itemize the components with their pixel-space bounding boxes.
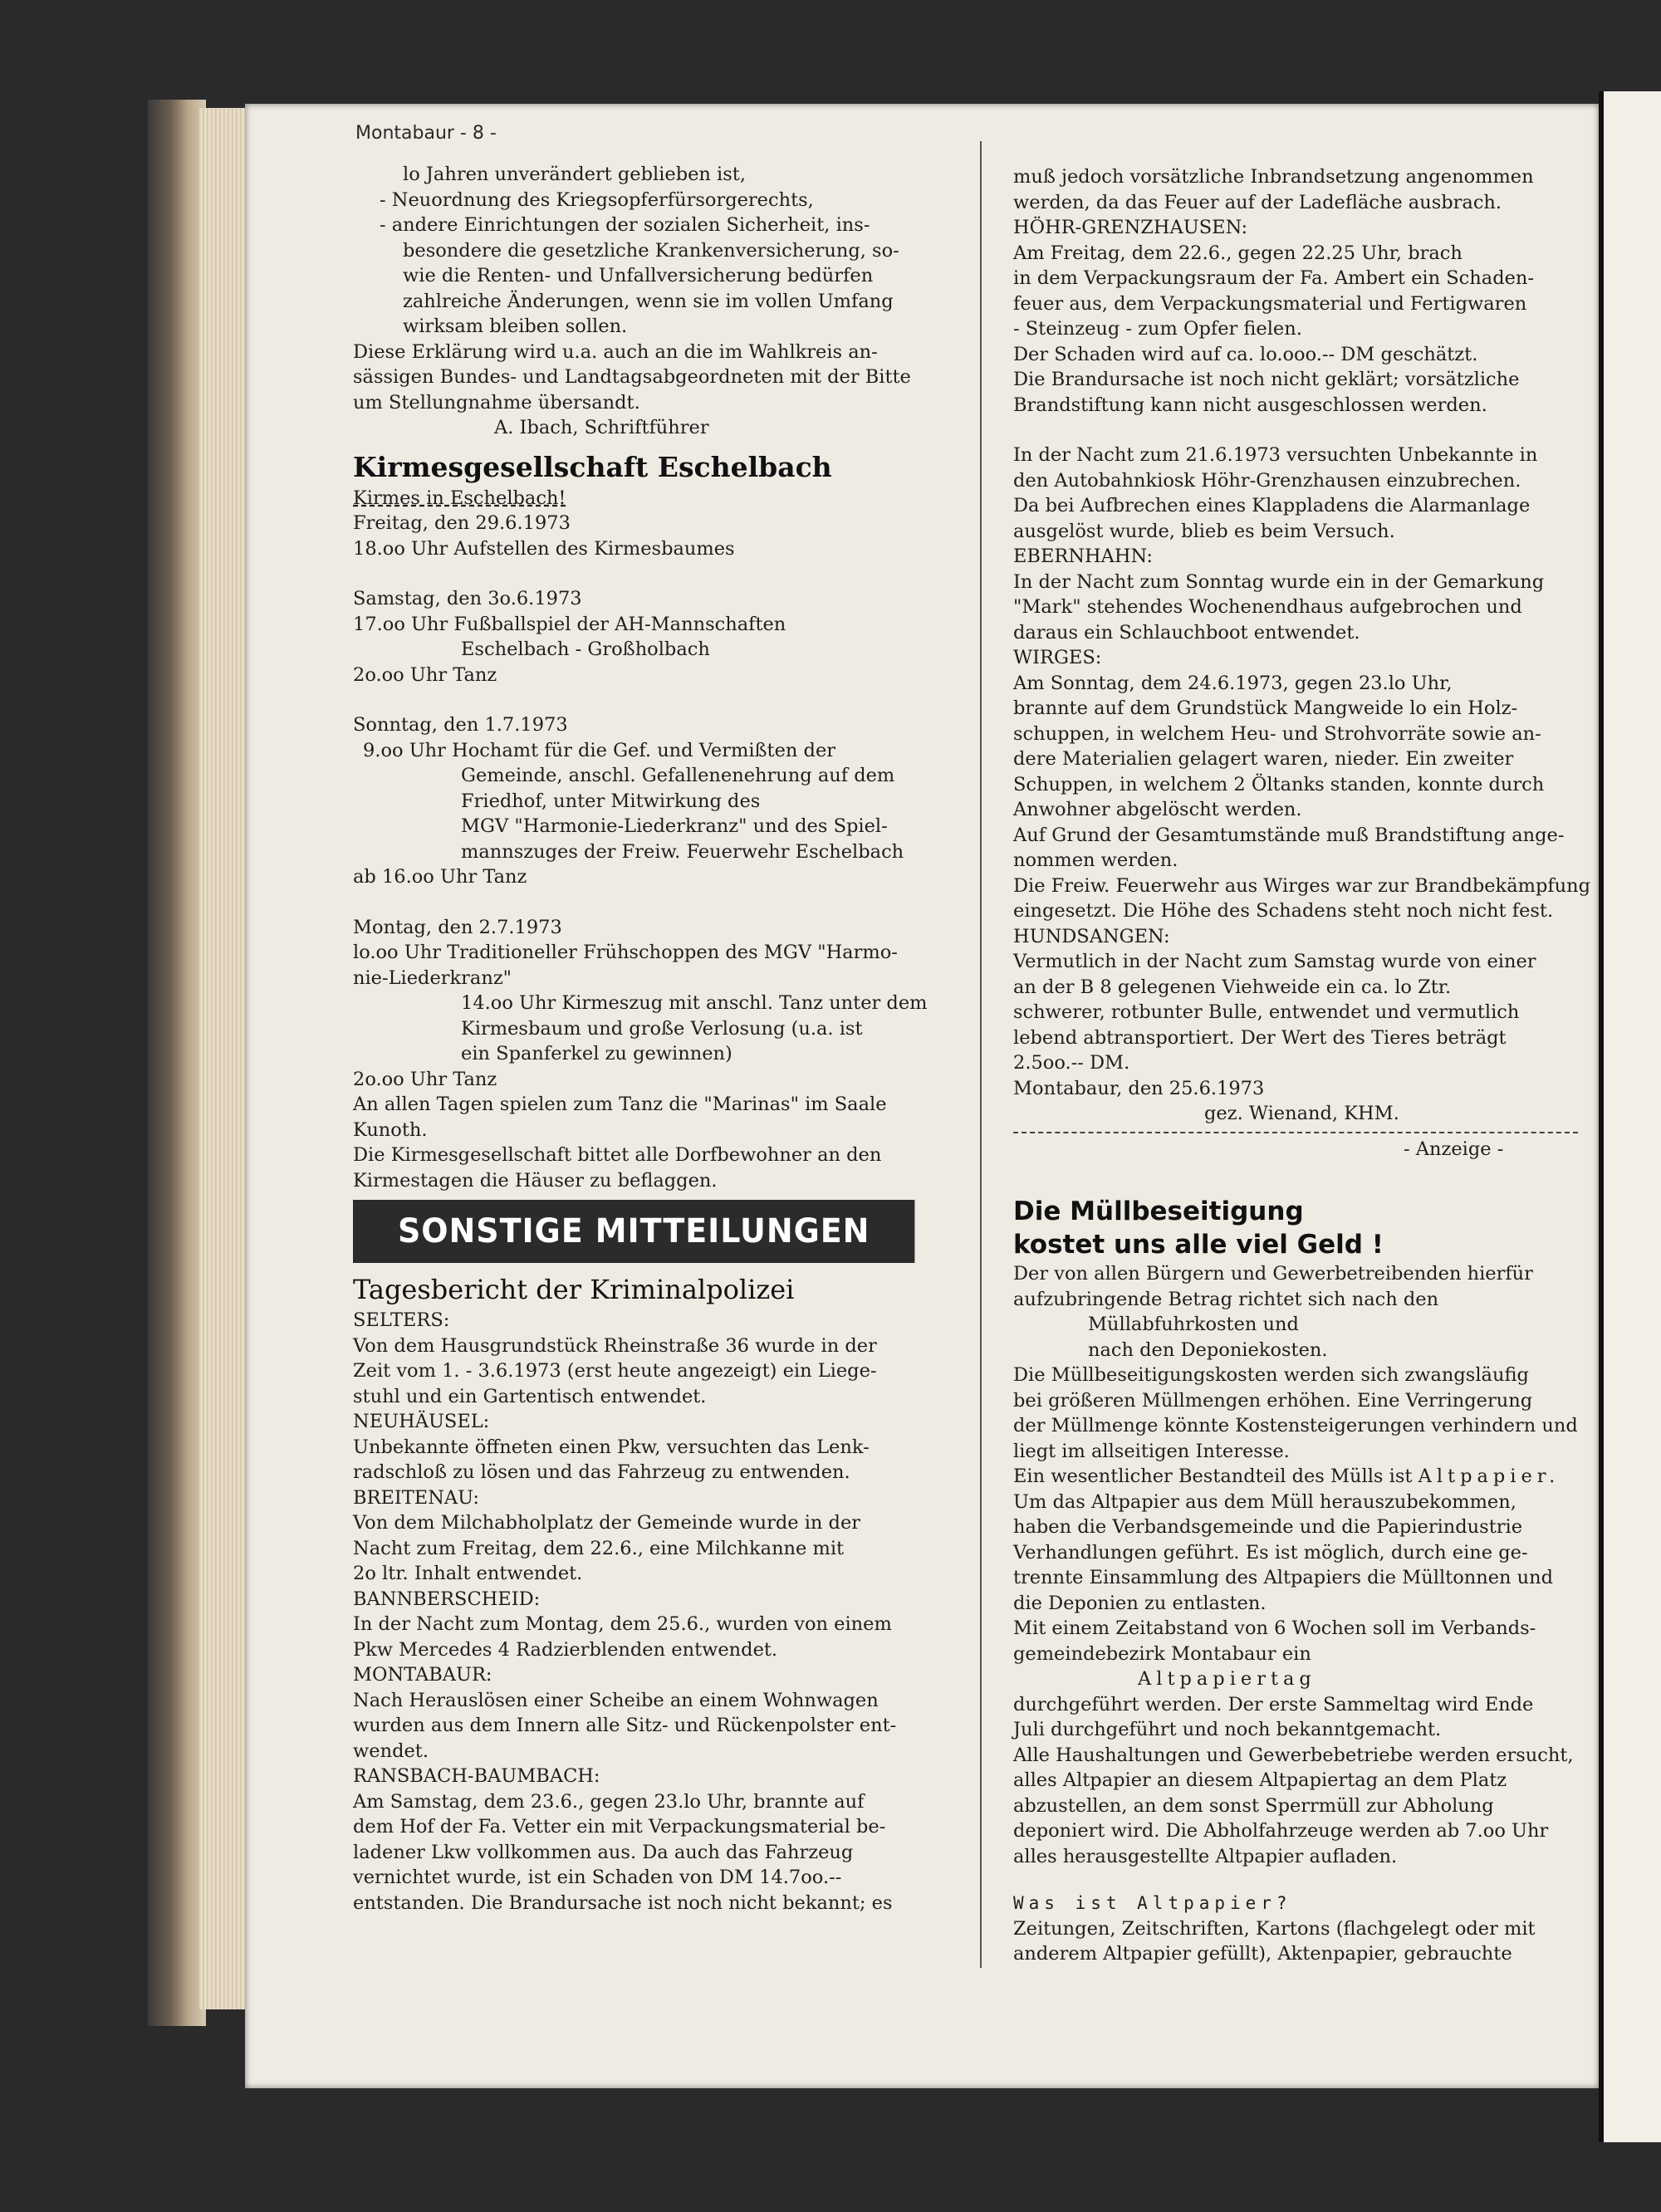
text-line: Die Kirmesgesellschaft bittet alle Dorfbewohner an den xyxy=(353,1144,882,1166)
text-line: nommen werden. xyxy=(1013,849,1178,871)
text-line: dere Materialien gelagert waren, nieder. Ein zweiter xyxy=(1013,748,1514,770)
text-line: NEUHÄUSEL: xyxy=(353,1411,490,1432)
text-line: brannte auf dem Grundstück Mangweide lo ein Holz- xyxy=(1013,697,1518,719)
text-line: Müllabfuhrkosten und xyxy=(1088,1314,1299,1335)
text-line: Sonntag, den 1.7.1973 xyxy=(353,714,568,736)
text-fragment: Ein wesentlicher Bestandteil des Mülls ist xyxy=(1013,1466,1413,1487)
text-line: Nach Herauslösen einer Scheibe an einem Wohnwagen xyxy=(353,1689,879,1711)
text-line: anderem Altpapier gefüllt), Aktenpapier, gebrauchte xyxy=(1013,1943,1512,1965)
text-line: besondere die gesetzliche Krankenversicherung, so- xyxy=(403,239,899,262)
text-line: MONTABAUR: xyxy=(353,1664,492,1686)
text-line: nie-Liederkranz" xyxy=(353,967,512,989)
text-line: Anwohner abgelöscht werden. xyxy=(1013,799,1302,820)
text-line: werden, da das Feuer auf der Ladefläche ausbrach. xyxy=(1013,191,1502,213)
text-line: Montag, den 2.7.1973 xyxy=(353,916,562,938)
ad-title-line-1: Die Müllbeseitigung xyxy=(1013,1197,1304,1226)
text-line: Da bei Aufbrechen eines Klappladens die Alarmanlage xyxy=(1013,495,1531,516)
text-line: 2o ltr. Inhalt entwendet. xyxy=(353,1563,583,1584)
text-line: vernichtet wurde, ist ein Schaden von DM 14.7oo.-- xyxy=(353,1867,842,1888)
text-line: ladener Lkw vollkommen aus. Da auch das Fahrzeug xyxy=(353,1841,854,1863)
text-line: ab 16.oo Uhr Tanz xyxy=(353,866,527,888)
text-line: Kirmestagen die Häuser zu beflaggen. xyxy=(353,1169,718,1192)
text-line: HUNDSANGEN: xyxy=(1013,925,1170,947)
text-line: lo.oo Uhr Traditioneller Frühschoppen des MGV "Harmo- xyxy=(353,942,898,963)
ad-text xyxy=(1013,1261,1595,1312)
text-line: Unbekannte öffneten einen Pkw, versuchten das Lenk- xyxy=(353,1436,870,1458)
emphasized-word: Altpapiertag xyxy=(1138,1668,1316,1690)
text-line: In der Nacht zum Sonntag wurde ein in der Gemarkung xyxy=(1013,570,1545,593)
text-line: wurden aus dem Innern alle Sitz- und Rückenpolster ent- xyxy=(353,1715,897,1736)
text-line: der Müllmenge könnte Kostensteigerungen verhindern und xyxy=(1013,1415,1578,1436)
section-title-kirmes: Kirmesgesellschaft Eschelbach xyxy=(353,450,832,483)
text-line: schuppen, in welchem Heu- und Strohvorräte sowie an- xyxy=(1013,722,1541,745)
text-line: Von dem Hausgrundstück Rheinstraße 36 wurde in der xyxy=(353,1334,877,1357)
kirmes-program xyxy=(353,511,951,1193)
text-line: wendet. xyxy=(353,1740,429,1762)
blank-line xyxy=(353,561,951,586)
text-line: durchgeführt werden. Der erste Sammeltag wird Ende xyxy=(1013,1693,1534,1715)
text-line: lebend abtransportiert. Der Wert des Tieres beträgt xyxy=(1013,1026,1507,1049)
text-line: Am Freitag, dem 22.6., gegen 22.25 Uhr, brach xyxy=(1013,242,1463,264)
page-header: Montabaur - 8 - xyxy=(355,123,497,144)
text-line: In der Nacht zum Montag, dem 25.6., wurden von einem xyxy=(353,1613,892,1635)
text-line: Von dem Milchabholplatz der Gemeinde wurde in der xyxy=(353,1512,861,1534)
emphasized-word: Altpapier. xyxy=(1418,1466,1561,1487)
ad-text xyxy=(1013,1916,1595,1967)
blank-line xyxy=(353,890,951,915)
ad-text xyxy=(1013,1692,1595,1870)
text-line: Montabaur, den 25.6.1973 xyxy=(1013,1077,1265,1099)
text-line: alles herausgestellte Altpapier aufladen. xyxy=(1013,1845,1398,1867)
text-line: Die Brandursache ist noch nicht geklärt; vorsätzliche xyxy=(1013,369,1520,390)
text-line: alles Altpapier an diesem Altpapiertag an dem Platz xyxy=(1013,1769,1507,1791)
text-line: RANSBACH-BAUMBACH: xyxy=(353,1765,600,1787)
text-line: schwerer, rotbunter Bulle, entwendet und vermutlich xyxy=(1013,1001,1520,1023)
text-line: HÖHR-GRENZHAUSEN: xyxy=(1013,217,1248,238)
text-line: Um das Altpapier aus dem Müll herauszubekommen, xyxy=(1013,1490,1516,1513)
signature: A. Ibach, Schriftführer xyxy=(494,417,709,438)
text-line: wirksam bleiben sollen. xyxy=(403,316,628,337)
text-line: An allen Tagen spielen zum Tanz die "Marinas" im Saale xyxy=(353,1094,887,1115)
text-line: radschloß zu lösen und das Fahrzeug zu entwenden. xyxy=(353,1461,850,1483)
text-line: Alle Haushaltungen und Gewerbebetriebe werden ersucht, xyxy=(1013,1744,1574,1766)
text-line: nach den Deponiekosten. xyxy=(1088,1338,1328,1361)
blank-line xyxy=(353,688,951,712)
text-line: Der Schaden wird auf ca. lo.ooo.-- DM geschätzt. xyxy=(1013,343,1478,365)
text-line: Mit einem Zeitabstand von 6 Wochen soll im Verbands- xyxy=(1013,1617,1536,1639)
text-line: MGV "Harmonie-Liederkranz" und des Spiel- xyxy=(461,815,888,837)
section-banner: SONSTIGE MITTEILUNGEN xyxy=(353,1200,914,1263)
text-line: Freitag, den 29.6.1973 xyxy=(353,512,571,534)
text-line: Zeitungen, Zeitschriften, Kartons (flachgelegt oder mit xyxy=(1013,1917,1536,1940)
text-line: Verhandlungen geführt. Es ist möglich, durch eine ge- xyxy=(1013,1541,1528,1564)
text-line: 2o.oo Uhr Tanz xyxy=(353,663,497,686)
text-line: Die Müllbeseitigungskosten werden sich zwangsläufig xyxy=(1013,1364,1529,1386)
section-title-kriminalpolizei: Tagesbericht der Kriminalpolizei xyxy=(353,1274,795,1305)
text-line: in dem Verpackungsraum der Fa. Ambert ein Schaden- xyxy=(1013,267,1535,289)
text-line: In der Nacht zum 21.6.1973 versuchten Unbekannte in xyxy=(1013,444,1538,466)
text-line: die Deponien zu entlasten. xyxy=(1013,1592,1267,1614)
text-line: um Stellungnahme übersandt. xyxy=(353,391,640,414)
next-page-edge xyxy=(1599,91,1661,2142)
text-line: BANNBERSCHEID: xyxy=(353,1588,541,1610)
text-line: wie die Renten- und Unfallversicherung bedürfen xyxy=(403,265,874,286)
text-line: feuer aus, dem Verpackungsmaterial und Fertigwaren xyxy=(1013,292,1527,315)
text-line: BREITENAU: xyxy=(353,1486,479,1509)
text-line: Zeit vom 1. - 3.6.1973 (erst heute angezeigt) ein Liege- xyxy=(353,1360,877,1382)
book-binding xyxy=(148,100,206,2026)
dashed-divider xyxy=(1013,1132,1578,1133)
text-line: 9.oo Uhr Hochamt für die Gef. und Vermißten der xyxy=(363,739,836,761)
text-line: Kunoth. xyxy=(353,1118,428,1141)
text-line: sässigen Bundes- und Landtagsabgeordneten mit der Bitte xyxy=(353,366,911,388)
text-line: daraus ein Schlauchboot entwendet. xyxy=(1013,621,1360,644)
text-line: SELTERS: xyxy=(353,1309,450,1331)
text-line: Die Freiw. Feuerwehr aus Wirges war zur Brandbekämpfung xyxy=(1013,874,1591,897)
text-line: - andere Einrichtungen der sozialen Sicherheit, ins- xyxy=(380,214,870,236)
police-report-continued xyxy=(1013,164,1595,1101)
text-line: entstanden. Die Brandursache ist noch nicht bekannt; es xyxy=(353,1891,893,1914)
text-line: Schuppen, in welchem 2 Öltanks standen, konnte durch xyxy=(1013,773,1545,795)
question-heading: Was ist Altpapier? xyxy=(1013,1893,1292,1913)
text-line: Samstag, den 3o.6.1973 xyxy=(353,588,582,609)
text-line: stuhl und ein Gartentisch entwendet. xyxy=(353,1385,707,1407)
text-line: ein Spanferkel zu gewinnen) xyxy=(461,1043,733,1064)
ad-text xyxy=(1013,1490,1595,1667)
text-line: Friedhof, unter Mitwirkung des xyxy=(461,790,761,812)
text-line: EBERNHAHN: xyxy=(1013,546,1153,567)
text-line: muß jedoch vorsätzliche Inbrandsetzung angenommen xyxy=(1013,166,1534,188)
text-line: Eschelbach - Großholbach xyxy=(461,639,710,660)
page-edges xyxy=(199,108,249,2009)
kirmes-subtitle: Kirmes in Eschelbach! xyxy=(353,487,566,509)
text-line: bei größeren Müllmengen erhöhen. Eine Verringerung xyxy=(1013,1389,1533,1412)
ad-text-indented xyxy=(1013,1312,1595,1363)
column-divider xyxy=(980,141,982,1968)
text-line: 17.oo Uhr Fußballspiel der AH-Mannschaften xyxy=(353,613,786,635)
police-report xyxy=(353,1308,951,1916)
left-column xyxy=(353,162,951,1916)
text-line: liegt im allseitigen Interesse. xyxy=(1013,1440,1290,1462)
text-line: - Steinzeug - zum Opfer fielen. xyxy=(1013,318,1302,340)
intro-block xyxy=(353,162,951,441)
text-line: an der B 8 gelegenen Viehweide ein ca. lo Ztr. xyxy=(1013,976,1452,998)
text-line: WIRGES: xyxy=(1013,647,1102,668)
text-line: Pkw Mercedes 4 Radzierblenden entwendet. xyxy=(353,1638,778,1661)
text-line: eingesetzt. Die Höhe des Schadens steht noch nicht fest. xyxy=(1013,900,1554,922)
text-line: deponiert wird. Die Abholfahrzeuge werden ab 7.oo Uhr xyxy=(1013,1820,1549,1842)
text-line: Am Samstag, dem 23.6., gegen 23.lo Uhr, brannte auf xyxy=(353,1790,865,1813)
text-line: abzustellen, an dem sonst Sperrmüll zur Abholung xyxy=(1013,1794,1494,1817)
text-line: Brandstiftung kann nicht ausgeschlossen werden. xyxy=(1013,394,1487,416)
text-line: Der von allen Bürgern und Gewerbetreibenden hierfür xyxy=(1013,1263,1533,1285)
text-line: zahlreiche Änderungen, wenn sie im vollen Umfang xyxy=(403,290,894,312)
text-line: Vermutlich in der Nacht zum Samstag wurde von einer xyxy=(1013,951,1536,972)
text-line: dem Hof der Fa. Vetter ein mit Verpackungsmaterial be- xyxy=(353,1816,886,1838)
text-line xyxy=(1013,1464,1595,1490)
ad-text xyxy=(1013,1363,1595,1464)
text-line: Kirmesbaum und große Verlosung (u.a. ist xyxy=(461,1017,863,1040)
text-line: 18.oo Uhr Aufstellen des Kirmesbaumes xyxy=(353,537,735,560)
text-line: Am Sonntag, dem 24.6.1973, gegen 23.lo Uhr, xyxy=(1013,672,1453,694)
signature: gez. Wienand, KHM. xyxy=(1204,1103,1399,1124)
text-line: den Autobahnkiosk Höhr-Grenzhausen einzubrechen. xyxy=(1013,469,1521,492)
text-line: Nacht zum Freitag, dem 22.6., eine Milchkanne mit xyxy=(353,1537,845,1559)
blank-line xyxy=(1013,418,1595,443)
text-line: Gemeinde, anschl. Gefallenenehrung auf dem xyxy=(461,765,895,786)
text-line: mannszuges der Freiw. Feuerwehr Eschelbach xyxy=(461,840,904,863)
text-line: aufzubringende Betrag richtet sich nach den xyxy=(1013,1288,1439,1310)
ad-label: - Anzeige - xyxy=(1404,1138,1504,1160)
text-line: ausgelöst wurde, blieb es beim Versuch. xyxy=(1013,520,1395,542)
text-line: 2o.oo Uhr Tanz xyxy=(353,1068,497,1090)
text-line: gemeindebezirk Montabaur ein xyxy=(1013,1642,1311,1665)
text-line: Diese Erklärung wird u.a. auch an die im Wahlkreis an- xyxy=(353,340,878,363)
text-line: Auf Grund der Gesamtumstände muß Brandstiftung ange- xyxy=(1013,824,1565,846)
text-line: 14.oo Uhr Kirmeszug mit anschl. Tanz unter dem xyxy=(461,992,928,1014)
ad-title-line-2: kostet uns alle viel Geld ! xyxy=(1013,1230,1384,1260)
text-line: haben die Verbandsgemeinde und die Papierindustrie xyxy=(1013,1516,1523,1538)
text-line: 2.5oo.-- DM. xyxy=(1013,1052,1130,1074)
text-line: lo Jahren unverändert geblieben ist, xyxy=(403,164,746,185)
text-line: "Mark" stehendes Wochenendhaus aufgebrochen und xyxy=(1013,596,1522,618)
text-line: trennte Einsammlung des Altpapiers die Mülltonnen und xyxy=(1013,1567,1554,1588)
text-line: - Neuordnung des Kriegsopferfürsorgerechts, xyxy=(380,188,814,211)
text-line: Juli durchgeführt und noch bekanntgemacht. xyxy=(1013,1719,1442,1740)
right-column xyxy=(1013,164,1595,1967)
